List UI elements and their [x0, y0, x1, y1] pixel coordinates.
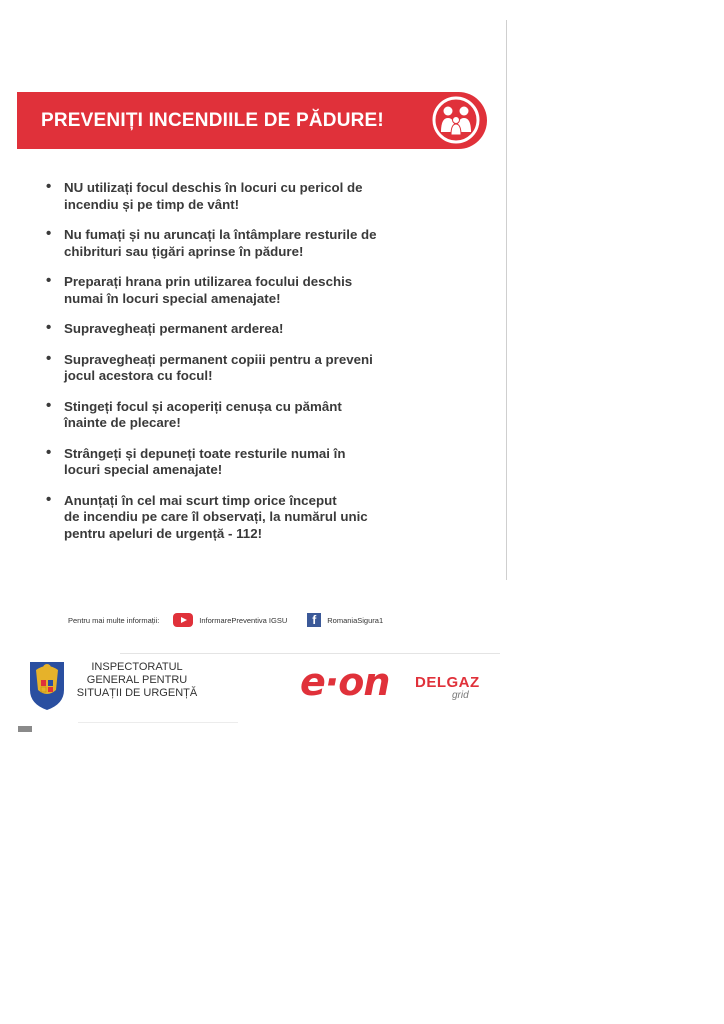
tip-item	[44, 227, 424, 260]
scan-mark	[18, 726, 32, 732]
tip-line: locuri special amenajate!	[64, 462, 223, 477]
tip-line: Stingeți focul și acoperiți cenușa cu pământ	[64, 398, 342, 414]
footer-rule	[78, 722, 238, 723]
delgaz-grid-label: grid	[452, 690, 469, 701]
tip-item	[44, 274, 424, 307]
tip-item	[44, 180, 424, 213]
igsu-line: INSPECTORATUL	[91, 661, 183, 673]
more-info-label: Pentru mai multe informații:	[68, 615, 160, 625]
tip-line: înainte de plecare!	[64, 415, 181, 430]
tip-line: Supravegheați permanent copiii pentru a preveni	[64, 351, 373, 367]
banner-title: PREVENIȚI INCENDIILE DE PĂDURE!	[41, 109, 384, 131]
tip-line: Nu fumați și nu aruncați la întâmplare resturile de	[64, 227, 377, 242]
footer-divider	[120, 653, 500, 654]
more-info-row	[68, 611, 383, 629]
youtube-icon[interactable]	[173, 613, 193, 627]
igsu-line: SITUAȚII DE URGENȚĂ	[76, 687, 198, 699]
facebook-icon[interactable]: f	[307, 613, 321, 627]
tip-line: pentru apeluri de urgență - 112!	[64, 525, 263, 541]
eon-logo: e·on	[300, 660, 390, 704]
delgaz-logo: DELGAZ	[415, 674, 480, 691]
romania-coat-of-arms-icon	[26, 656, 68, 712]
scan-edge-line	[506, 20, 507, 580]
tip-line: numai în locuri special amenajate!	[64, 290, 281, 306]
tip-item	[44, 321, 424, 338]
facebook-page-link[interactable]: RomaniaSigura1	[327, 615, 384, 625]
tip-line: chibrituri sau țigări aprinse în pădure!	[64, 243, 304, 259]
tip-line: Anunțați în cel mai scurt timp orice început	[64, 492, 337, 508]
youtube-channel-link[interactable]: InformarePreventiva IGSU	[199, 615, 288, 625]
title-banner	[17, 92, 487, 149]
tip-item	[44, 352, 424, 385]
tip-line: NU utilizați focul deschis în locuri cu pericol de	[64, 180, 363, 195]
tip-item	[44, 493, 424, 543]
igsu-name	[72, 661, 202, 700]
tip-line: Preparați hrana prin utilizarea focului deschis	[64, 274, 353, 289]
tip-item	[44, 446, 424, 479]
family-icon	[431, 95, 481, 145]
tip-item	[44, 399, 424, 432]
tip-line: incendiu și pe timp de vânt!	[64, 196, 240, 212]
igsu-line: GENERAL PENTRU	[86, 674, 188, 686]
prevention-tips-list	[44, 180, 424, 556]
tip-line: Supravegheați permanent arderea!	[64, 321, 284, 336]
tip-line: Strângeți și depuneți toate resturile numai în	[64, 445, 346, 461]
tip-line: de incendiu pe care îl observați, la numărul unic	[64, 509, 368, 524]
tip-line: jocul acestora cu focul!	[64, 368, 213, 383]
